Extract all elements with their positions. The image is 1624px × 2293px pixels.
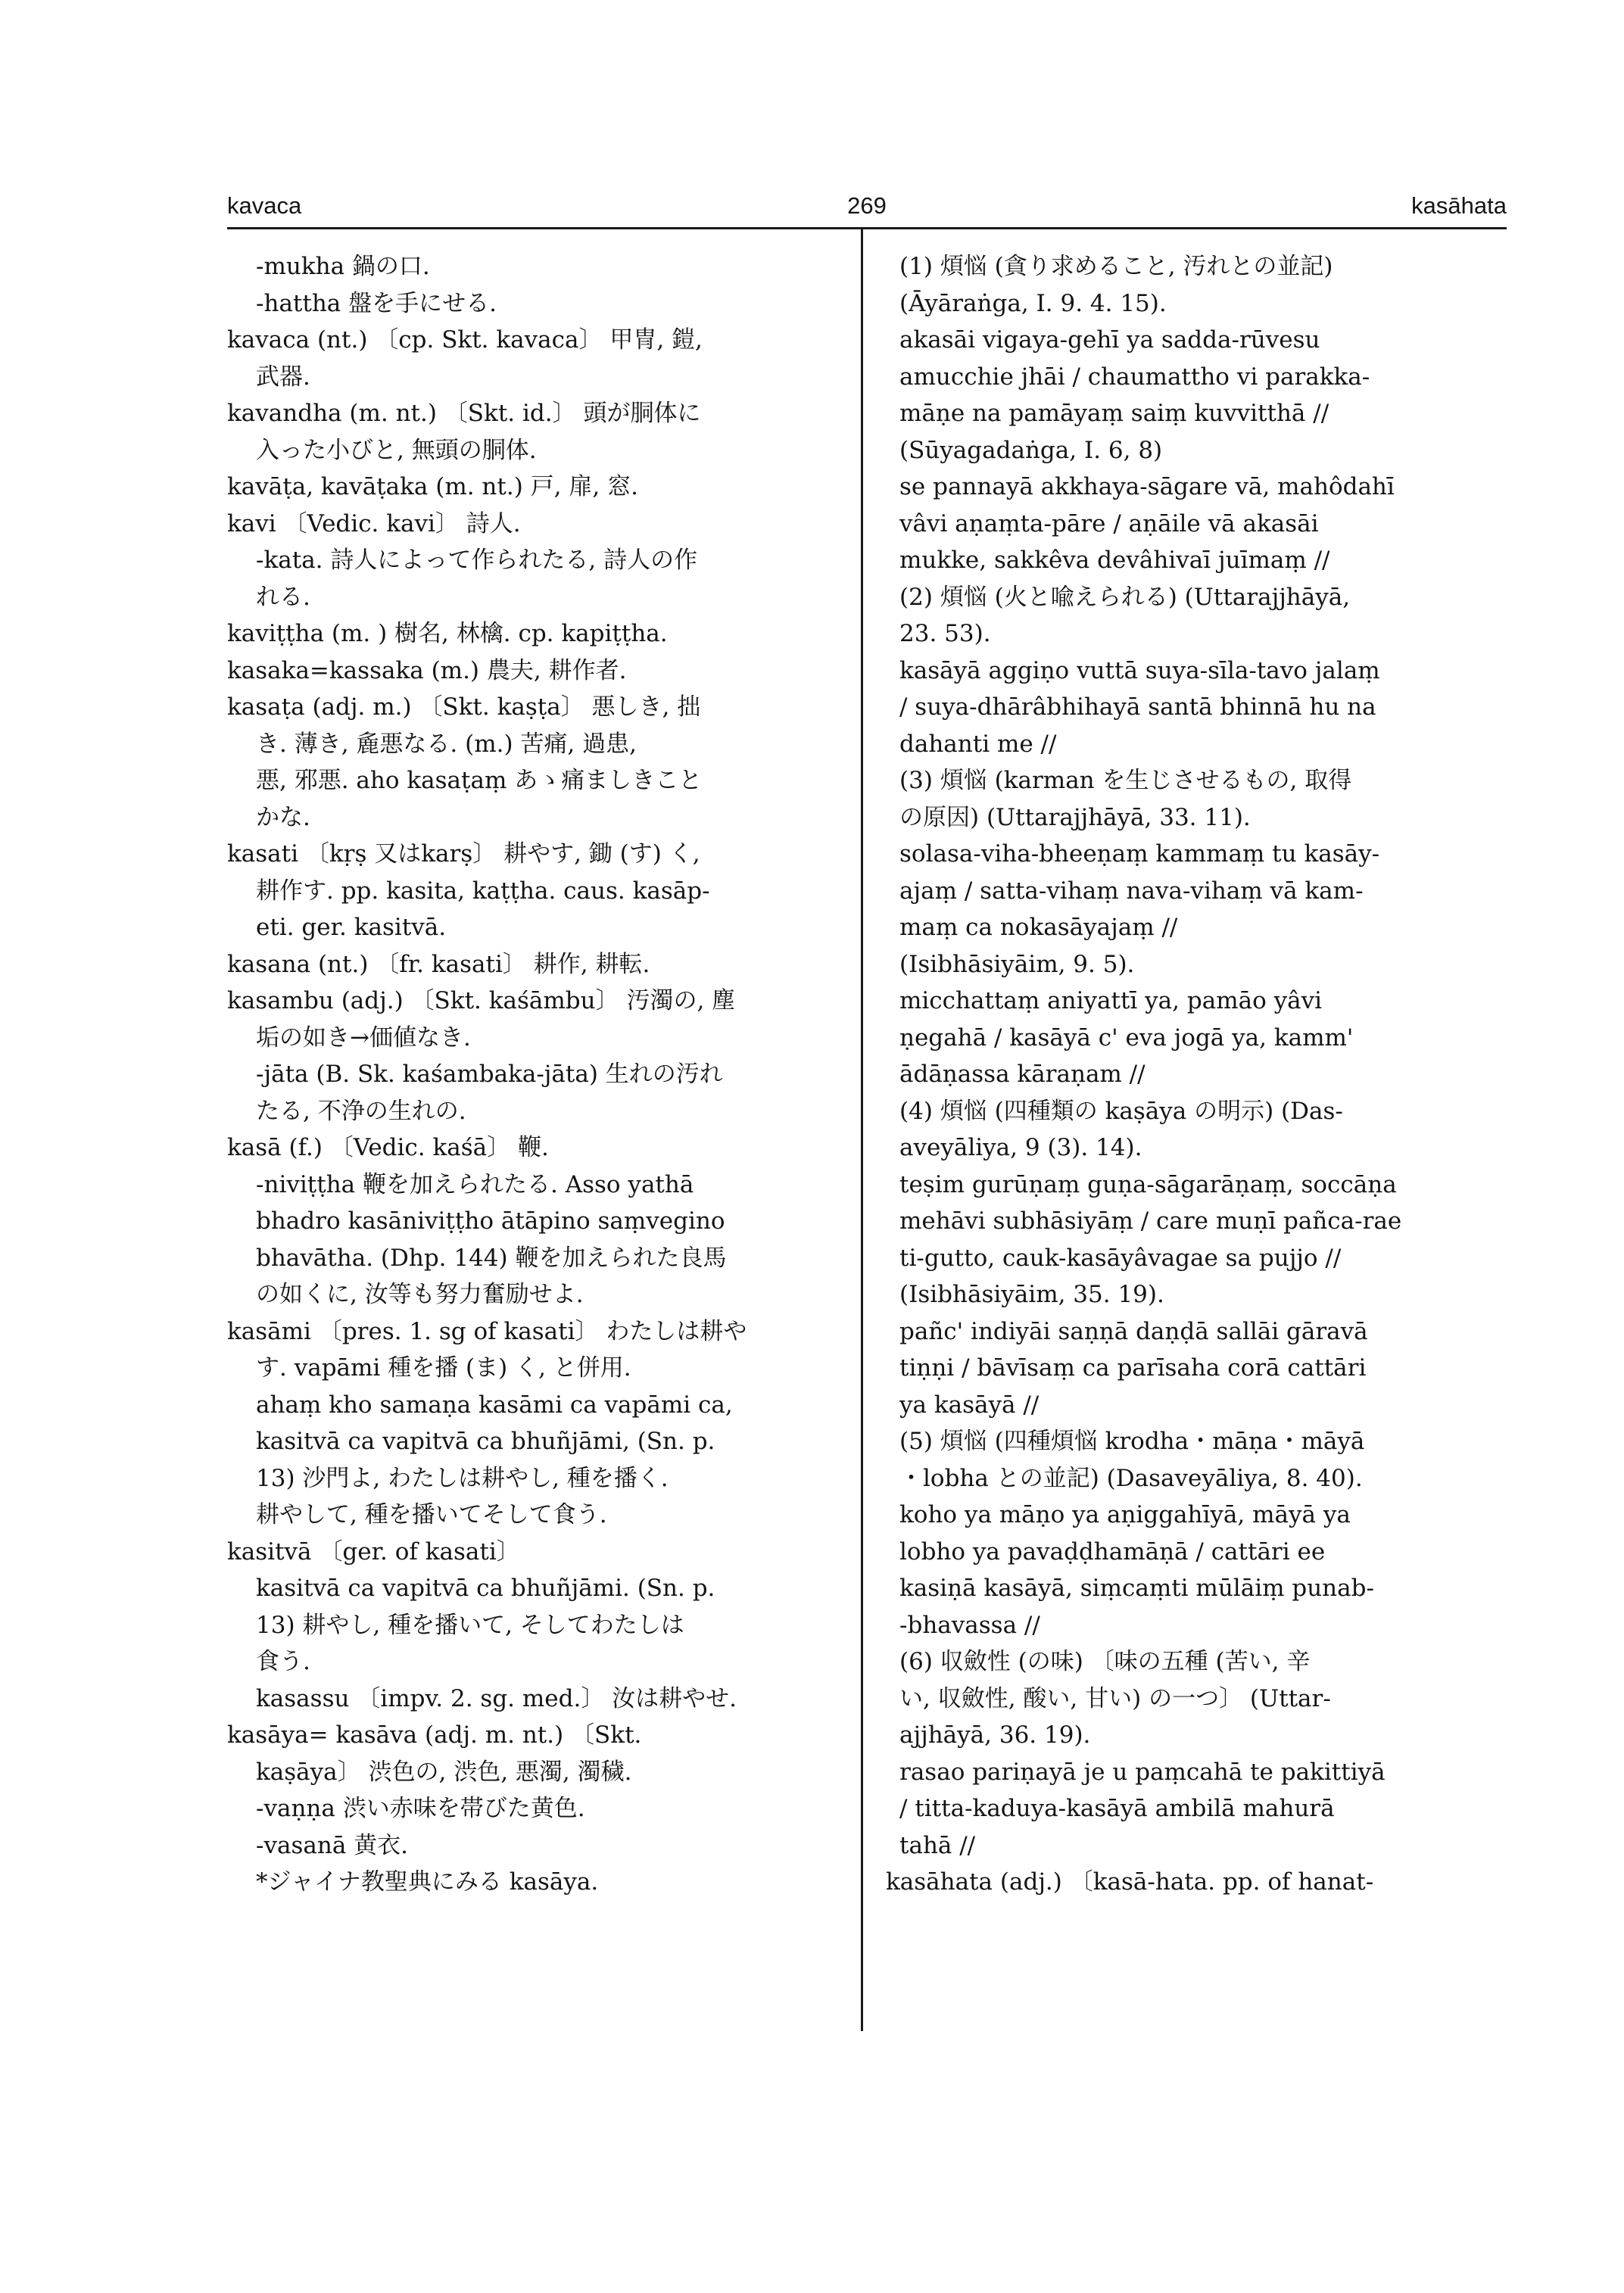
dictionary-line: kavi 〔Vedic. kavi〕 詩人. xyxy=(227,509,521,537)
dictionary-line: kasitvā ca vapitvā ca bhuñjāmi, (Sn. p. xyxy=(256,1428,715,1455)
dictionary-line: kavāṭa, kavāṭaka (m. nt.) 戸, 扉, 窓. xyxy=(227,473,638,500)
dictionary-line: kaṣāya〕 渋色の, 渋色, 悪濁, 濁穢. xyxy=(256,1758,632,1786)
dictionary-line: (Sūyagadaṅga, I. 6, 8) xyxy=(899,436,1163,464)
dictionary-line: れる. xyxy=(256,583,310,611)
dictionary-line: ti-gutto, cauk-kasāyâvagae sa pujjo // xyxy=(899,1244,1342,1272)
dictionary-line: (1) 煩悩 (貪り求めること, 汚れとの並記) xyxy=(899,253,1333,280)
dictionary-line: -vaṇṇa 渋い赤味を帯びた黄色. xyxy=(256,1795,585,1822)
dictionary-line: mukke, sakkêva devâhivaī juīmaṃ // xyxy=(899,547,1330,574)
dictionary-line: -mukha 鍋の口. xyxy=(256,253,430,280)
page-number: 269 xyxy=(847,192,887,219)
dictionary-line: ajjhāyā, 36. 19). xyxy=(899,1721,1091,1749)
dictionary-line: の原因) (Uttarajjhāyā, 33. 11). xyxy=(899,803,1251,831)
header-guide-word-right: kasāhata xyxy=(1411,192,1507,219)
dictionary-line: (Isibhāsiyāim, 9. 5). xyxy=(899,950,1135,978)
dictionary-line: 武器. xyxy=(256,363,310,391)
dictionary-line: ・lobha との並記) (Dasaveyāliya, 8. 40). xyxy=(899,1464,1363,1492)
dictionary-line: の如くに, 汝等も努力奮励せよ. xyxy=(256,1281,584,1308)
dictionary-line: / suya-dhārâbhihayā santā bhinnā hu na xyxy=(899,693,1376,721)
dictionary-line: eti. ger. kasitvā. xyxy=(256,914,447,941)
dictionary-line: rasao pariṇayā je u paṃcahā te pakittiyā xyxy=(899,1758,1386,1786)
dictionary-line: kavandha (m. nt.) 〔Skt. id.〕 頭が胴体に xyxy=(227,400,701,427)
header-guide-word-left: kavaca xyxy=(227,192,302,219)
dictionary-line: maṃ ca nokasāyajaṃ // xyxy=(899,914,1178,941)
dictionary-line: 耕やして, 種を播いてそして食う. xyxy=(256,1501,607,1528)
dictionary-line: kasana (nt.) 〔fr. kasati〕 耕作, 耕転. xyxy=(227,950,650,978)
dictionary-line: māṇe na pamāyaṃ saiṃ kuvvitthā // xyxy=(899,400,1329,427)
dictionary-line: kasāyā aggiṇo vuttā suya-sīla-tavo jalaṃ xyxy=(899,656,1380,684)
dictionary-line: mehāvi subhāsiyāṃ / care muṇī pañca-rae xyxy=(899,1207,1402,1235)
dictionary-line: -kata. 詩人によって作られたる, 詩人の作 xyxy=(256,547,698,574)
dictionary-line: dahanti me // xyxy=(899,730,1057,758)
dictionary-line: -hattha 盤を手にせる. xyxy=(256,289,497,317)
dictionary-line: ya kasāyā // xyxy=(899,1391,1040,1419)
dictionary-line: (Āyāraṅga, I. 9. 4. 15). xyxy=(899,289,1167,317)
dictionary-line: -niviṭṭha 鞭を加えられたる. Asso yathā xyxy=(256,1170,694,1198)
dictionary-line: (3) 煩悩 (karman を生じさせるもの, 取得 xyxy=(899,767,1352,794)
dictionary-line: teṣim gurūṇaṃ guṇa-sāgarāṇaṃ, soccāṇa xyxy=(899,1170,1397,1198)
dictionary-line: ṇegahā / kasāyā c' eva jogā ya, kamm' xyxy=(899,1023,1354,1051)
dictionary-line: se pannayā akkhaya-sāgare vā, mahôdahī xyxy=(899,473,1395,500)
dictionary-line: tiṇṇi / bāvīsaṃ ca parīsaha corā cattāri xyxy=(899,1354,1367,1382)
dictionary-line: akasāi vigaya-gehī ya sadda-rūvesu xyxy=(899,326,1320,354)
dictionary-line: 食う. xyxy=(256,1648,310,1675)
dictionary-line: kavaca (nt.) 〔cp. Skt. kavaca〕 甲冑, 鎧, xyxy=(227,326,703,354)
dictionary-line: い, 収斂性, 酸い, 甘い) の一つ〕 (Uttar- xyxy=(899,1684,1331,1712)
header-rule xyxy=(227,227,1507,229)
dictionary-line: 23. 53). xyxy=(899,620,991,647)
dictionary-line: kasaka=kassaka (m.) 農夫, 耕作者. xyxy=(227,656,627,684)
dictionary-line: tahā // xyxy=(899,1831,976,1859)
dictionary-line: (Isibhāsiyāim, 35. 19). xyxy=(899,1281,1164,1308)
dictionary-line: -bhavassa // xyxy=(899,1611,1040,1639)
dictionary-line: 耕作す. pp. kasita, kaṭṭha. caus. kasāp- xyxy=(256,877,710,905)
dictionary-line: kasati 〔kṛṣ 又はkarṣ〕 耕やす, 鋤 (す) く, xyxy=(227,840,700,868)
dictionary-line: bhavātha. (Dhp. 144) 鞭を加えられた良馬 xyxy=(256,1244,727,1272)
page-header xyxy=(227,191,1507,227)
dictionary-line: ajaṃ / satta-vihaṃ nava-vihaṃ vā kam- xyxy=(899,877,1364,905)
dictionary-line: amucchie jhāi / chaumattho vi parakka- xyxy=(899,363,1370,391)
dictionary-line: bhadro kasāniviṭṭho ātāpino saṃvegino xyxy=(256,1207,725,1235)
dictionary-line: kaviṭṭha (m. ) 樹名, 林檎. cp. kapiṭṭha. xyxy=(227,620,668,647)
column-divider xyxy=(861,229,863,2031)
dictionary-line: vâvi aṇaṃta-pāre / aṇāile vā akasāi xyxy=(899,509,1319,537)
left-column xyxy=(227,248,844,1901)
dictionary-line: (4) 煩悩 (四種類の kaṣāya の明示) (Das- xyxy=(899,1097,1343,1125)
dictionary-line: 垢の如き→価値なき. xyxy=(256,1023,471,1051)
dictionary-line: 13) 沙門よ, わたしは耕やし, 種を播く. xyxy=(256,1464,669,1492)
dictionary-line: kasambu (adj.) 〔Skt. kaśāmbu〕 汚濁の, 塵 xyxy=(227,987,736,1014)
dictionary-line: (6) 収斂性 (の味) 〔味の五種 (苦い, 辛 xyxy=(899,1648,1311,1675)
dictionary-line: (5) 煩悩 (四種煩悩 krodha・māṇa・māyā xyxy=(899,1428,1365,1455)
dictionary-line: -jāta (B. Sk. kaśambaka-jāta) 生れの汚れ xyxy=(256,1061,723,1088)
dictionary-line: pañc' indiyāi saṇṇā daṇḍā sallāi gāravā xyxy=(899,1317,1368,1345)
dictionary-line: 入った小びと, 無頭の胴体. xyxy=(256,436,537,464)
dictionary-line: ahaṃ kho samaṇa kasāmi ca vapāmi ca, xyxy=(256,1391,733,1419)
dictionary-line: micchattaṃ aniyattī ya, pamāo yâvi xyxy=(899,987,1323,1014)
dictionary-line: kasitvā ca vapitvā ca bhuñjāmi. (Sn. p. xyxy=(256,1575,715,1602)
dictionary-line: / titta-kaduya-kasāyā ambilā mahurā xyxy=(899,1795,1335,1822)
dictionary-line: kasāhata (adj.) 〔kasā-hata. pp. of hanat- xyxy=(886,1868,1374,1896)
dictionary-line: kasā (f.) 〔Vedic. kaśā〕 鞭. xyxy=(227,1134,549,1161)
dictionary-line: koho ya māṇo ya aṇiggahīyā, māyā ya xyxy=(899,1501,1351,1528)
dictionary-line: kasāmi 〔pres. 1. sg of kasati〕 わたしは耕や xyxy=(227,1317,747,1345)
dictionary-line: kasitvā 〔ger. of kasati〕 xyxy=(227,1537,520,1566)
dictionary-line: き. 薄き, 麁悪なる. (m.) 苦痛, 過患, xyxy=(256,730,637,758)
dictionary-line: solasa-viha-bheeṇaṃ kammaṃ tu kasāy- xyxy=(899,840,1380,868)
right-column xyxy=(886,248,1503,1901)
dictionary-line: -vasanā 黄衣. xyxy=(256,1831,409,1859)
dictionary-line: たる, 不浄の生れの. xyxy=(256,1097,466,1125)
dictionary-line: かな. xyxy=(256,803,310,831)
dictionary-line: 13) 耕やし, 種を播いて, そしてわたしは xyxy=(256,1611,684,1639)
dictionary-line: ādāṇassa kāraṇam // xyxy=(899,1061,1146,1088)
dictionary-line: kasāya= kasāva (adj. m. nt.) 〔Skt. xyxy=(227,1721,642,1749)
dictionary-line: aveyāliya, 9 (3). 14). xyxy=(899,1134,1142,1161)
dictionary-line: (2) 煩悩 (火と喩えられる) (Uttarajjhāyā, xyxy=(899,583,1351,611)
dictionary-line: lobho ya pavaḍḍhamāṇā / cattāri ee xyxy=(899,1537,1326,1566)
dictionary-line: 悪, 邪悪. aho kasaṭaṃ あゝ痛ましきこと xyxy=(256,767,703,794)
dictionary-line: kasaṭa (adj. m.) 〔Skt. kaṣṭa〕 悪しき, 拙 xyxy=(227,693,701,721)
dictionary-line: kasiṇā kasāyā, siṃcaṃti mūlāiṃ punab- xyxy=(899,1575,1374,1602)
dictionary-line: kasassu 〔impv. 2. sg. med.〕 汝は耕やせ. xyxy=(256,1684,737,1712)
dictionary-line: *ジャイナ教聖典にみる kasāya. xyxy=(256,1868,599,1896)
dictionary-line: す. vapāmi 種を播 (ま) く, と併用. xyxy=(256,1354,631,1382)
